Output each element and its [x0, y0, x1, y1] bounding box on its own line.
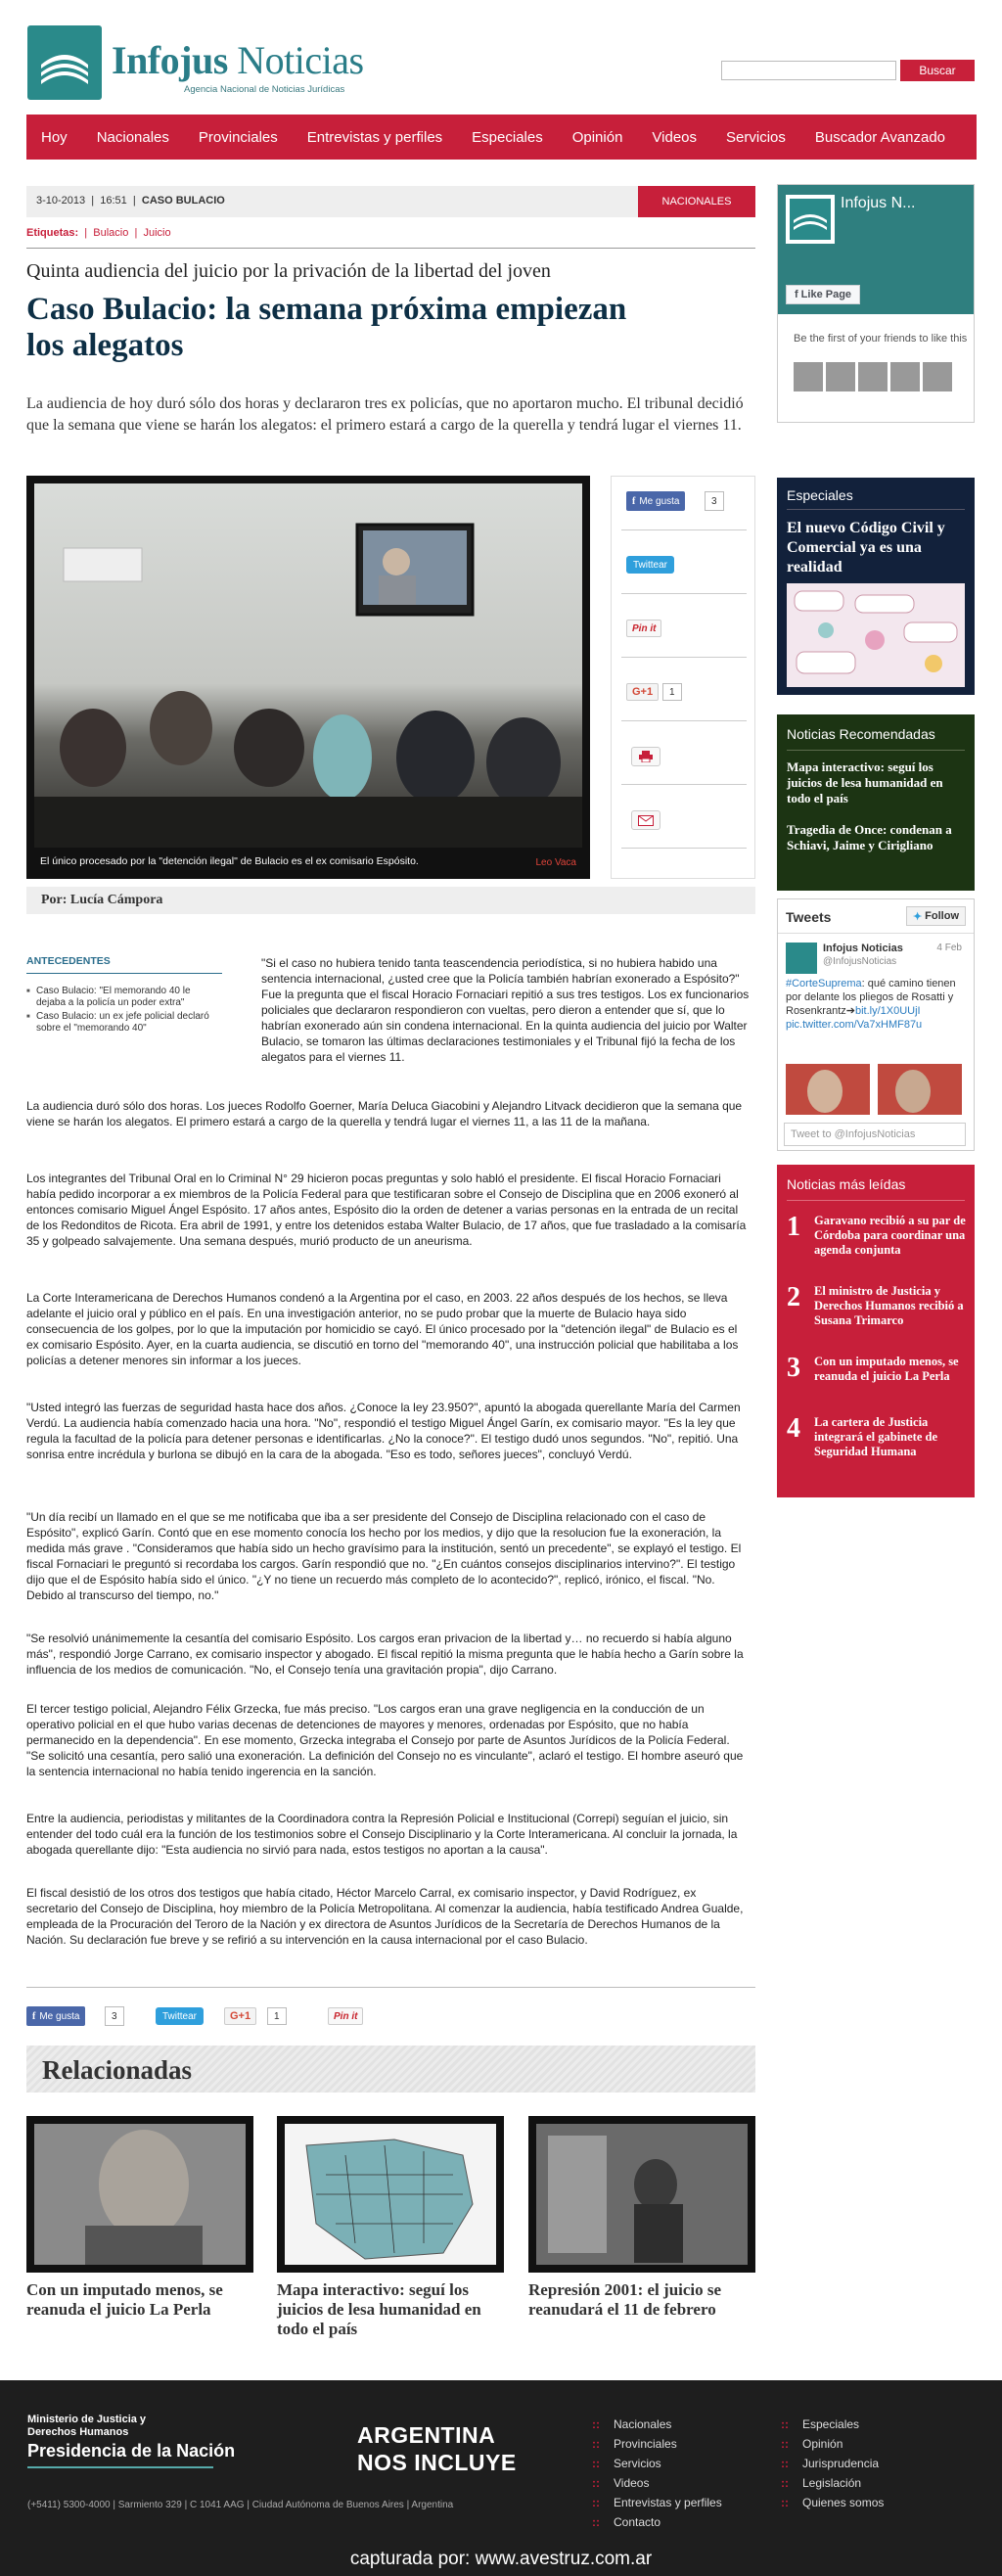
- footer-link[interactable]: :: Contacto: [592, 2515, 722, 2529]
- article-meta-bar: [26, 186, 755, 217]
- article-paragraph: "Si el caso no hubiera tenido tanta teascendencia periodística, si no hubiera habido una sentencia internacional, ¿usted cree que la Policía también habrían exonerado a Espósito?" Fue la pregunta que el fiscal Horacio Fornaciari repitió a sus tres testigos. Los ex funcionarios policiales que declararon respondieron con vueltas, pero dieron a entender que sí, que lo habrían exonerado aún sin condena internacional. En la quinta audiencia del juicio por Walter Bulacio, se tomaron las últimas declaraciones testimoniales y el Tribunal fijó la fecha de los alegatos para el viernes 11.: [261, 956, 750, 1064]
- article-paragraph: La Corte Interamericana de Derechos Humanos condenó a la Argentina por el caso, en 2003. 22 años después de los hechos, se lleva adelante el juicio oral y público en el país. En una investigación anterior, no se pudo probar que la muerte de Bulacio haya sido consecuencia de los golpes, por lo que la imputación por homicidio se cayó. El único procesado por la "detención ilegal" de Bulacio es el ex comisario Espósito. Ayer, en la cuarta audiencia, se discutió en torno del "memorando 40", una instrucción policial que habilitaba a los policías a detener menores sin informar a los jueces.: [26, 1291, 739, 1367]
- logo-book-icon: [27, 25, 102, 100]
- mas-leida-link[interactable]: La cartera de Justicia integrará el gabinete de Seguridad Humana: [814, 1415, 938, 1458]
- divider: [787, 1200, 965, 1201]
- tag-link[interactable]: Bulacio: [93, 227, 129, 239]
- share-row-facebook: [621, 477, 747, 530]
- divider: [27, 2466, 213, 2468]
- related-image: [277, 2116, 504, 2273]
- site-footer: [0, 2380, 1002, 2576]
- footer-link[interactable]: :: Entrevistas y perfiles: [592, 2496, 722, 2509]
- tweets-title: Tweets: [786, 909, 832, 925]
- share-column: [611, 476, 755, 879]
- tweet-pic-link[interactable]: pic.twitter.com/Va7xHMF87u: [786, 1019, 923, 1031]
- facebook-page-name[interactable]: Infojus N...: [841, 195, 916, 211]
- footer-link[interactable]: :: Provinciales: [592, 2437, 722, 2451]
- rank-number: 2: [787, 1282, 800, 1312]
- divider: [26, 1987, 755, 1988]
- recomendadas-box: [777, 714, 975, 891]
- article-paragraph: "Se resolvió unánimemente la cesantía del comisario Espósito. Los cargos eran privacion de la libertad y… no recuerdo si había alguno más", respondió Jorge Carrano, ex comisario inspector y abogado. El fiscal repitió la misma pregunta que le había hecho a Garín sobre la influencia de los medios de comunicación. "No, el Consejo tenía una gravitación propia", dijo Carrano.: [26, 1632, 744, 1677]
- related-card[interactable]: [26, 2116, 253, 2320]
- logo-wordmark: Infojus Noticias: [112, 38, 364, 82]
- nav-item-servicios[interactable]: Servicios: [726, 128, 786, 146]
- article-author: Por: Lucía Cámpora: [26, 887, 755, 914]
- facebook-icon: f: [632, 495, 636, 507]
- facebook-like-page-button[interactable]: f Like Page: [786, 285, 860, 304]
- googleplus-count: 1: [267, 2007, 287, 2025]
- related-card[interactable]: [528, 2116, 755, 2320]
- logo-tagline: Agencia Nacional de Noticias Jurídicas: [184, 84, 345, 95]
- footer-ministerio[interactable]: Ministerio de Justicia y Derechos Humanos: [27, 2414, 147, 2438]
- nav-item-opinion[interactable]: Opinión: [571, 128, 623, 146]
- article-paragraph: Los integrantes del Tribunal Oral en lo Criminal N° 29 hicieron pocas preguntas y solo habló el presidente. El fiscal Horacio Fornaciari había pedido incorporar a ex miembros de la Policía Federal para que testificaran sobre el Consejo de Disciplina que en 2006 exoneró al entonces comisario Miguel Ángel Espósito. 17 años antes, Espósito dio la orden de detener a varias personas en la entrada de un recital de los Redonditos de Ricota. Era abril de 1991, y entre los detenidos estaba Walter Bulacio, de 17 años, que fue trasladado a la comisaría 35 y golpeado salvajemente. Una semana después, murió producto de un aneurisma.: [26, 1172, 747, 1248]
- article-date: 3-10-2013 | 16:51 | CASO BULACIO: [36, 195, 225, 207]
- nav-item-entrevistas[interactable]: Entrevistas y perfiles: [306, 128, 443, 146]
- antecedente-link[interactable]: ■ Caso Bulacio: un ex jefe policial declaró sobre el "memorando 40": [36, 1011, 222, 1035]
- email-icon[interactable]: [631, 810, 660, 830]
- rank-number: 4: [787, 1413, 800, 1444]
- especiales-box[interactable]: [777, 478, 975, 695]
- facebook-icon: f: [32, 2010, 36, 2022]
- footer-link[interactable]: :: Opinión: [781, 2437, 884, 2451]
- twitter-follow-button[interactable]: ✦ Follow: [906, 906, 966, 926]
- googleplus-count: 1: [662, 683, 682, 701]
- divider: [787, 750, 965, 751]
- avatar[interactable]: [890, 362, 920, 391]
- facebook-friend-avatars: [794, 362, 952, 391]
- article-title: Caso Bulacio: la semana próxima empiezan los alegatos: [26, 292, 627, 363]
- avatar[interactable]: [794, 362, 823, 391]
- share-row-twitter: [621, 540, 747, 594]
- relacionadas-header: [26, 2046, 755, 2093]
- article-photo: [26, 476, 590, 879]
- article-paragraph: "Un día recibí un llamado en el que se me notificaba que iba a ser presidente del Consejo de Disciplina relacionado con el caso de Espósito", explicó Garín. Contó que en ese momento conocía los hecho por los medios, y dijo que la resolucion fue la exoneración, la medida más grave . "Consideramos que había sido un hecho gravísimo para la institución, sentó un precedente", se explayó el testigo. El fiscal Fornaciari le preguntó si recordaba los cargos. Garín respondió que no. "¿En cuántos consejos disciplinarios intervino?". El testigo dijo que el de Espósito había sido el único. "¿Y no tiene un recuerdo más completo de lo acontecido?", replicó, irónico, el fiscal. "No. Debido al transcurso del tiempo, no.": [26, 1510, 742, 1602]
- related-image: [26, 2116, 253, 2273]
- relacionadas-title: Relacionadas: [42, 2055, 193, 2085]
- mas-leida-link[interactable]: Con un imputado menos, se reanuda el juicio La Perla: [814, 1355, 959, 1383]
- capture-credit: capturada por: www.avestruz.com.ar: [349, 2549, 653, 2569]
- article-paragraph: La audiencia duró sólo dos horas. Los jueces Rodolfo Goerner, María Deluca Giacobini y Alejandro Litvack decidieron que la semana que viene se harán los alegatos. El primero estará a cargo de la querella y tendrá lugar el viernes 11, a las 11 de la mañana.: [26, 1099, 743, 1128]
- facebook-page-widget: [777, 184, 975, 423]
- pinterest-button[interactable]: Pin it: [328, 2007, 363, 2025]
- facebook-first-friends: Be the first of your friends to like this: [794, 333, 968, 345]
- nav-item-provinciales[interactable]: Provinciales: [198, 128, 278, 146]
- footer-link[interactable]: :: Jurisprudencia: [781, 2457, 884, 2470]
- facebook-like-button[interactable]: f Me gusta: [26, 2006, 85, 2026]
- twitter-tweet-button[interactable]: Twittear: [626, 556, 674, 574]
- recomendadas-title: Noticias Recomendadas: [787, 726, 935, 742]
- facebook-count: 3: [105, 2006, 124, 2026]
- related-card[interactable]: [277, 2116, 504, 2339]
- site-header: [0, 0, 1002, 113]
- recomendada-link[interactable]: Mapa interactivo: seguí los juicios de lesa humanidad en todo el país: [787, 759, 943, 805]
- twitter-widget: [777, 898, 975, 1151]
- antecedentes-title: ANTECEDENTES: [26, 955, 222, 974]
- especiales-image: [787, 583, 965, 687]
- googleplus-button[interactable]: G+1: [224, 2007, 256, 2025]
- site-logo[interactable]: [27, 25, 419, 100]
- footer-link[interactable]: :: Servicios: [592, 2457, 722, 2470]
- facebook-count: 3: [705, 491, 724, 511]
- antecedentes-box: [26, 955, 222, 1036]
- article-kicker: Quinta audiencia del juicio por la privación de la libertad del joven: [26, 260, 551, 282]
- footer-links-col1: [592, 2417, 722, 2535]
- footer-argentina-logo: ARGENTINA NOS INCLUYE: [357, 2422, 517, 2475]
- article-paragraph: El fiscal desistió de los otros dos testigos que había citado, Héctor Marcelo Carral, ex comisario inspector, y David Rodríguez, ex secretario del Consejo de Disciplina, hoy miembro de la Policía Metropolitana. Al comenzar la audiencia, había testificado Andrea Gualde, empleada de la Procuración del Teroro de la Nación y ex directora de Asuntos Jurídicos de la Secretaría de Derechos Humanos de la Nación. Su declaración fue breve y se refirió a su intervención en la causa internacional por el caso Bulacio.: [26, 1886, 744, 1947]
- divider: [26, 248, 755, 249]
- photo-caption: El único procesado por la "detención ilegal" de Bulacio es el ex comisario Espósito.: [40, 855, 419, 867]
- avatar[interactable]: [826, 362, 855, 391]
- tweet-image[interactable]: [786, 1064, 962, 1115]
- facebook-cover: [778, 185, 974, 314]
- main-nav: [26, 115, 977, 160]
- footer-link[interactable]: :: Videos: [592, 2476, 722, 2490]
- article-paragraph: "Usted integró las fuerzas de seguridad hasta hace dos años. ¿Conoce la ley 23.950?", apuntó la abogada querellante María del Carmen Verdú. La audiencia había comenzado hacia una hora. "No", respondió el testigo Miguel Ángel Garín, ex comisario mayor. "Es la ley que regula la facultad de la policía para detener personas e identificarlas. ¿No la conoce?". El testigo dudó unos segundos. "No", repitió. Una sonrisa entre incrédula y burlona se dibujó en la cara de la abogada. "Eso es todo, señores jueces", concluyó Verdú.: [26, 1401, 741, 1461]
- share-row-pinterest: [621, 604, 747, 658]
- tweet-compose-input[interactable]: Tweet to @InfojusNoticias: [784, 1123, 966, 1146]
- article-tags: Etiquetas: | Bulacio | Juicio: [26, 227, 171, 239]
- footer-link[interactable]: :: Quienes somos: [781, 2496, 884, 2509]
- article-paragraph: Entre la audiencia, periodistas y militantes de la Coordinadora contra la Represión Policial e Institucional (Correpi) seguían el juicio, sin entender del todo cuál era la función de los testimonios sobre el Consejo Disciplinario y la Corte Interamericana. Al concluir la jornada, la abogada querellante dijo: "Esta audiencia no sirvió para nada, estos testigos no aportan a la causa".: [26, 1812, 738, 1857]
- tag-link[interactable]: Juicio: [143, 227, 171, 239]
- facebook-icon: f: [795, 289, 798, 300]
- tweet-hashtag[interactable]: #CorteSuprema: [786, 978, 862, 989]
- mas-leidas-box: [777, 1165, 975, 1497]
- article-category[interactable]: NACIONALES: [638, 186, 755, 217]
- search-button[interactable]: Buscar: [900, 60, 975, 81]
- avatar[interactable]: [923, 362, 952, 391]
- related-title: Represión 2001: el juicio se reanudará el 11 de febrero: [528, 2280, 722, 2319]
- footer-link[interactable]: :: Nacionales: [592, 2417, 722, 2431]
- divider: [778, 933, 974, 934]
- pinterest-button[interactable]: Pin it: [626, 620, 661, 637]
- facebook-page-logo[interactable]: [786, 195, 835, 244]
- rank-number: 3: [787, 1353, 800, 1383]
- related-title: Con un imputado menos, se reanuda el juicio La Perla: [26, 2280, 223, 2319]
- article-lead: La audiencia de hoy duró sólo dos horas y declararon tres ex policías, que no aportaron mucho. El tribunal decidió que la semana que viene se harán los alegatos: el primero estará a cargo de la querella y tendrá lugar el viernes 11.: [26, 395, 744, 434]
- rank-number: 1: [787, 1212, 800, 1242]
- related-title: Mapa interactivo: seguí los juicios de lesa humanidad en todo el país: [277, 2280, 481, 2338]
- googleplus-button[interactable]: G+1: [626, 683, 659, 701]
- mas-leida-link[interactable]: El ministro de Justicia y Derechos Humanos recibió a Susana Trimarco: [814, 1284, 964, 1327]
- nav-item-buscador[interactable]: Buscador Avanzado: [814, 128, 946, 146]
- tweet-author-handle[interactable]: @InfojusNoticias: [823, 956, 897, 967]
- print-icon[interactable]: [631, 747, 660, 766]
- courtroom-image: [34, 483, 582, 848]
- tweet-link[interactable]: bit.ly/1X0UUjI: [854, 1005, 921, 1017]
- share-row-email: [621, 795, 747, 849]
- twitter-bird-icon: ✦: [912, 910, 923, 923]
- photo-credit: Leo Vaca: [535, 857, 576, 868]
- mas-leida-link[interactable]: Garavano recibió a su par de Córdoba para coordinar una agenda conjunta: [814, 1214, 966, 1257]
- avatar[interactable]: [786, 943, 817, 974]
- avatar[interactable]: [858, 362, 888, 391]
- especiales-title: Especiales: [787, 487, 853, 503]
- divider: [787, 509, 965, 510]
- footer-links-col2: [781, 2417, 884, 2515]
- footer-link[interactable]: :: Especiales: [781, 2417, 884, 2431]
- footer-link[interactable]: :: Legislación: [781, 2476, 884, 2490]
- nav-item-nacionales[interactable]: Nacionales: [96, 128, 169, 146]
- tweet-date[interactable]: 4 Feb: [936, 943, 962, 953]
- nav-item-videos[interactable]: Videos: [652, 128, 698, 146]
- tweet-text: #CorteSuprema: qué camino tienen por delante los pliegos de Rosatti y Rosenkrantz➔bit.ly/1X0UUjI pic.twitter.com/Va7xHMF87u: [786, 978, 956, 1031]
- recomendada-link[interactable]: Tragedia de Once: condenan a Schiavi, Jaime y Cirigliano: [787, 822, 952, 852]
- facebook-like-button[interactable]: f Me gusta: [626, 491, 685, 511]
- nav-item-hoy[interactable]: Hoy: [41, 128, 68, 146]
- related-image: [528, 2116, 755, 2273]
- bottom-share-bar: [26, 2006, 755, 2026]
- twitter-tweet-button[interactable]: Twittear: [156, 2007, 204, 2025]
- search-input[interactable]: [721, 61, 896, 80]
- article-paragraph: El tercer testigo policial, Alejandro Félix Grzecka, fue más preciso. "Los cargos eran una grave negligencia en la conducción de un operativo policial en el que hubo varias decenas de detenciones de mayores y menores, ordenadas por Espósito, que no había permanecido en la dependencia". En ese momento, Grzecka integraba el Consejo por parte de Asuntos Jurídicos de la Policía Federal. "Se solicitó una cesantía, pero salió una exoneración. La definición del Consejo no es vinculante", aclaró el testigo. El hombre aseuró que la sentencia internacional no había tenido ingerencia en la sanción.: [26, 1702, 744, 1778]
- mas-leidas-title: Noticias más leídas: [787, 1176, 906, 1192]
- tweet-author-name[interactable]: Infojus Noticias: [823, 943, 903, 954]
- antecedente-link[interactable]: ■ Caso Bulacio: "El memorando 40 le dejaba a la policía un poder extra": [36, 986, 222, 1009]
- footer-address: (+5411) 5300-4000 | Sarmiento 329 | C 1041 AAG | Ciudad Autónoma de Buenos Aires | Argentina: [27, 2500, 454, 2510]
- share-row-googleplus: [621, 667, 747, 721]
- share-row-print: [621, 731, 747, 785]
- especiales-headline[interactable]: El nuevo Código Civil y Comercial ya es una realidad: [787, 520, 945, 575]
- nav-item-especiales[interactable]: Especiales: [472, 128, 543, 146]
- footer-presidencia[interactable]: Presidencia de la Nación: [27, 2441, 236, 2461]
